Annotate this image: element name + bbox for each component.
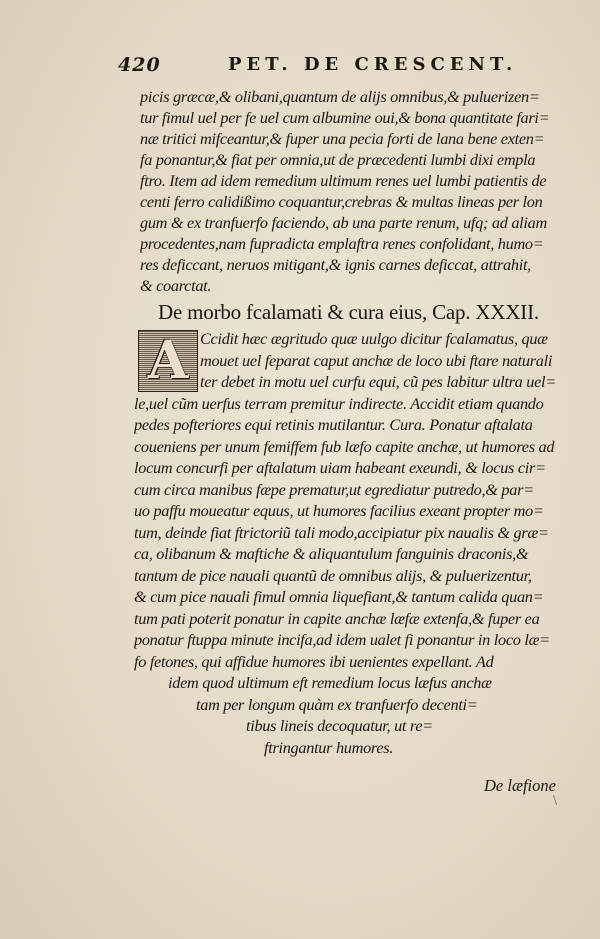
text-line: fo fetones, qui affidue humores ibi uenientes expellant. Ad [134,651,494,671]
chapter-heading: De morbo fcalamati & cura eius, Cap. XXXII. [158,300,539,324]
text-line: tantum de pice nauali quantũ de omnibus alijs, & puluerizentur, [134,565,532,585]
text-line: tur fimul uel per fe uel cum albumine oui,& bona quantitate fari= [140,108,550,127]
text-line: res deficcant, neruos mitigant,& ignis carnes deficcat, attrahit, [140,255,531,274]
text-line: næ tritici mifceantur,& fuper una pecia forti de lana bene exten= [140,129,545,148]
text-line: fa ponantur,& fiat per omnia,ut de præcedenti lumbi dixi empla [140,150,536,169]
text-line: coueniens per unum femiffem fub læfo capite anchæ, ut humores ad [134,436,555,456]
drop-cap-letter: A [147,330,189,391]
text-line: ter debet in motu uel curfu equi, cũ pes labitur ultra uel= [200,372,556,391]
text-line: ftringantur humores. [264,737,394,757]
margin-mark: \ [553,793,558,807]
text-line: tibus lineis decoquatur, ut re= [246,716,433,735]
text-line: ponatur ftuppa minute incifa,ad idem ualet fi ponantur in loco læ= [134,630,550,649]
text-line: mouet uel feparat caput anchæ de loco ubi ftare naturali [200,350,553,370]
text-line: & coarctat. [140,276,212,295]
text-line: procedentes,nam fupradicta emplaftra renes confolidant, humo= [140,234,544,253]
text-line: ca, olibanum & maftiche & aliquantulum fanguinis draconis,& [134,544,529,563]
continued-text-block [140,86,576,296]
text-line: Ccidit hæc ægritudo quæ uulgo dicitur fcalamatus, quæ [200,329,548,348]
text-line: le,uel cũm uerfus terram premitur indirecte. Accidit etiam quando [134,393,544,413]
text-line: tam per longum quàm ex tranfuerfo decenti= [196,694,478,714]
text-line: locum concurfi per aftalatum uiam habeant exeundi, & locus cir= [134,458,546,477]
text-line: pedes pofteriores equi retinis mutilantur. Cura. Ponatur aftalata [134,415,533,434]
text-line: tum, deinde fiat ftrictoriũ tali modo,accipiatur pix naualis & græ= [134,522,549,542]
text-line: uo paffu moueatur equus, ut humores facilius exeant propter mo= [134,501,544,520]
text-line: ftro. Item ad idem remedium ultimum renes uel lumbi patientis de [140,171,547,190]
running-head: PET. DE CRESCENT. [228,54,518,75]
text-line: idem quod ultimum eft remedium locus læfus anchæ [168,673,492,692]
text-line: & cum pice nauali fimul omnia liquefiant,& tantum calida quan= [134,587,544,606]
text-line: gum & ex tranfuerfo faciendo, ab una parte renum, ufq; ad aliam [140,213,547,232]
text-line: picis græcæ,& olibani,quantum de alijs omnibus,& puluerizen= [140,87,540,106]
text-line: cum circa manibus fæpe prematur,ut egrediatur putredo,& par= [134,479,534,499]
page-number: 420 [118,54,161,76]
catchword: De læfione [484,776,556,795]
page-header [118,54,540,82]
text-line: centi ferro calidißimo coquantur,crebras & multas lineas per lon [140,192,543,211]
text-line: tum pati poterit ponatur in capite anchæ læfæ extenfa,& fuper ea [134,608,540,628]
chapter-text-block [134,328,578,758]
